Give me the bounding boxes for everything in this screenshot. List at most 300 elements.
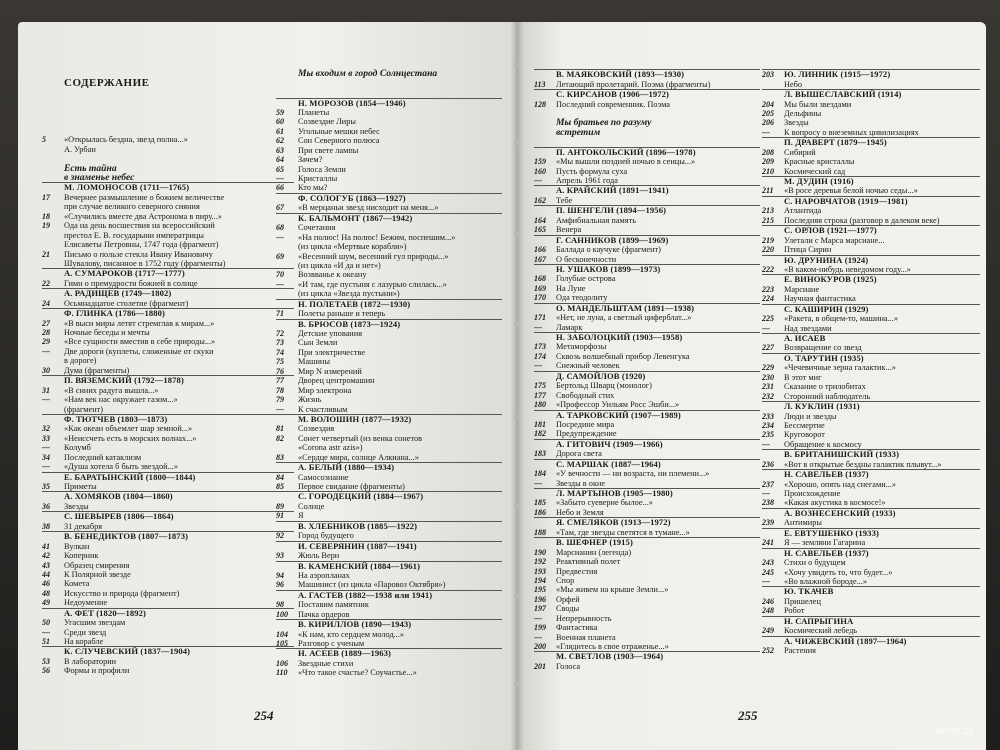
toc-entry: [762, 606, 980, 615]
author-heading: [762, 333, 980, 343]
entry-text: В. ХЛЕБНИКОВ (1885—1922): [298, 521, 418, 531]
entry-text: В. КИРИЛЛОВ (1890—1943): [298, 620, 412, 630]
toc-entry: [42, 618, 294, 627]
toc-entry: [762, 324, 980, 333]
toc-entry: [534, 557, 760, 566]
entry-text: Сторонний наблюдатель: [784, 391, 871, 401]
page-ref: 235: [762, 430, 774, 440]
page-ref: 190: [534, 547, 546, 557]
page-ref: 91: [276, 511, 284, 521]
toc-entry: [42, 279, 294, 288]
author-heading: [762, 255, 980, 265]
page-ref: 245: [762, 567, 774, 577]
entry-text: «В мерцаньи звезд нисходит на меня...»: [298, 203, 439, 213]
toc-entry: [534, 196, 760, 205]
entry-text: Искусство и природа (фрагмент): [64, 588, 180, 598]
blank-line: [42, 22, 294, 31]
author-heading: [276, 414, 502, 424]
author-heading: [42, 308, 294, 318]
toc-entry: [276, 580, 502, 589]
page-ref: —: [534, 176, 542, 185]
toc-entry: [534, 479, 760, 488]
blank-line: [276, 79, 502, 88]
toc-entry: [42, 135, 294, 144]
toc-entry: [762, 558, 980, 567]
section-title: [534, 128, 760, 137]
page-ref: 186: [534, 507, 546, 517]
entry-text: Первое свидание (фрагменты): [298, 482, 405, 491]
toc-entry: [276, 531, 502, 540]
toc-entry: [762, 343, 980, 352]
toc-entry: [534, 313, 760, 322]
blank-line: [42, 88, 294, 97]
toc-entry: [42, 319, 294, 328]
entry-text: (из цикла «Звезда пустыни»): [298, 289, 400, 299]
toc-entry: [534, 361, 760, 370]
entry-text: «Нам век нас окружает газом...»: [64, 395, 178, 405]
author-heading: [534, 332, 760, 342]
entry-text: Посредине мира: [556, 419, 615, 429]
page-ref: 236: [762, 459, 774, 469]
blank-line: [534, 137, 760, 146]
toc-entry: [534, 400, 760, 409]
entry-text: Осьмнадцатое столетие (фрагмент): [64, 298, 189, 308]
page-ref: 170: [534, 293, 546, 303]
author-heading: [534, 459, 760, 469]
author-heading: [276, 561, 502, 571]
author-heading: [534, 264, 760, 274]
toc-entry: [762, 430, 980, 439]
page-ref: 46: [42, 579, 50, 589]
page-ref: 184: [534, 469, 546, 479]
toc-entry: [762, 646, 980, 655]
page-ref: 193: [534, 566, 546, 576]
entry-text: Дума (фрагменты): [64, 365, 130, 375]
page-number-left: 254: [254, 708, 274, 723]
toc-entry: [42, 542, 294, 551]
page-ref: 60: [276, 117, 284, 127]
entry-text: Птица Сирин: [784, 245, 832, 255]
entry-text: При электричестве: [298, 347, 366, 357]
entry-text: Сон Северного полюса: [298, 136, 380, 146]
right-page: [516, 22, 986, 750]
toc-entry: [276, 571, 502, 580]
entry-text: Е. ВИНОКУРОВ (1925): [784, 275, 877, 285]
blank-line: [276, 60, 502, 69]
entry-text: «Чечевичные зерна галактик...»: [784, 363, 896, 373]
page-ref: 59: [276, 107, 284, 117]
page-ref: 206: [762, 118, 774, 128]
toc-entry: [534, 576, 760, 585]
page-ref: 104: [276, 629, 288, 639]
page-ref: 36: [42, 501, 50, 511]
blank-line: [762, 50, 980, 59]
page-ref: 19: [42, 221, 50, 231]
toc-entry: [762, 186, 980, 195]
entry-text: «В каком-нибудь неведомом году...»: [784, 264, 911, 274]
page-ref: 204: [762, 99, 774, 109]
author-heading: [276, 98, 502, 108]
toc-entry: [42, 462, 294, 471]
entry-text: «Нет, не луна, а светлый циферблат...»: [556, 313, 692, 323]
toc-entry: [276, 329, 502, 338]
entry-text: С. НАРОВЧАТОВ (1919—1981): [784, 196, 908, 206]
entry-text: «Corona astr azis»): [298, 443, 363, 453]
page-ref: 65: [276, 164, 284, 174]
entry-text: М. СВЕТЛОВ (1903—1964): [556, 652, 664, 662]
binding-holes: [502, 22, 532, 750]
page-ref: 234: [762, 420, 774, 430]
page-ref: 225: [762, 314, 774, 324]
page-ref: 42: [42, 551, 50, 561]
page-ref: 238: [762, 498, 774, 508]
toc-entry: [534, 80, 760, 89]
toc-entry: [534, 604, 760, 613]
toc-entry: [534, 429, 760, 438]
entry-text: Происхождение: [784, 489, 841, 498]
page-ref: —: [276, 232, 284, 242]
page-ref: 246: [762, 596, 774, 606]
author-heading: [42, 531, 294, 541]
entry-text: Созвездия: [298, 424, 335, 434]
binding-hole: [514, 140, 519, 145]
entry-text: «К нам, кто сердцем молод...»: [298, 629, 405, 639]
entry-text: Планеты: [298, 107, 330, 117]
entry-text: Формы и профили: [64, 666, 130, 676]
page-ref: 171: [534, 313, 546, 323]
toc-entry: [762, 167, 980, 176]
entry-text: Н. ПОЛЕТАЕВ (1872—1930): [298, 299, 411, 309]
entry-text: Среди звезд: [64, 627, 107, 637]
entry-text: Колумб: [64, 443, 91, 453]
toc-entry: [276, 502, 502, 511]
page-ref: 33: [42, 433, 50, 443]
entry-text: (фрагмент): [64, 404, 104, 414]
blank-line: [42, 98, 294, 107]
entry-text: Ода на день восшествия на всероссийский: [64, 221, 215, 231]
page-ref: 205: [762, 108, 774, 118]
author-heading: [534, 185, 760, 195]
page-ref: —: [42, 443, 50, 453]
page-ref: 241: [762, 538, 774, 548]
page-ref: 49: [42, 598, 50, 608]
toc-entry: [762, 100, 980, 109]
page-ref: 89: [276, 501, 284, 511]
toc-entry: [534, 585, 760, 594]
toc-entry: [762, 314, 980, 323]
entry-text: Марсиане: [784, 284, 820, 294]
author-heading: [762, 89, 980, 99]
blank-line: [276, 50, 502, 59]
entry-text: в знаменье небес: [64, 173, 135, 183]
page-ref: 77: [276, 376, 284, 386]
entry-text: Жизнь: [298, 395, 322, 405]
page-ref: 68: [276, 223, 284, 233]
toc-entry: [276, 117, 502, 126]
entry-text: Предвестия: [556, 566, 598, 576]
entry-text: «Глядитесь в свое отраженье...»: [556, 642, 669, 651]
page-ref: 53: [42, 656, 50, 666]
entry-text: Н. САВЕЛЬЕВ (1937): [784, 548, 869, 558]
toc-entry: [762, 216, 980, 225]
toc-entry: [534, 614, 760, 623]
page-ref: 51: [42, 637, 50, 646]
blank-line: [42, 154, 294, 163]
entry-text: Бертольд Шварц (монолог): [556, 381, 652, 391]
entry-text: Своды: [556, 604, 580, 614]
page-ref: 29: [42, 337, 50, 347]
entry-text: Мы входим в город Солнцестана: [298, 69, 438, 79]
entry-text: (из цикла «И да и нет»): [298, 260, 381, 270]
entry-text: С. ГОРОДЕЦКИЙ (1884—1967): [298, 492, 424, 502]
entry-text: На аэропланах: [298, 570, 350, 580]
page-ref: 66: [276, 183, 284, 193]
entry-text: Звезды: [64, 501, 89, 511]
toc-entry: [534, 469, 760, 478]
page-ref: —: [42, 462, 50, 472]
toc-entry: [762, 265, 980, 274]
toc-entry: [534, 167, 760, 176]
entry-text: Л. КУКЛИН (1931): [784, 402, 860, 412]
toc-entry: [42, 424, 294, 433]
entry-text: М. ВОЛОШИН (1877—1932): [298, 414, 412, 424]
author-heading: [534, 439, 760, 449]
entry-text: Шувалову, писанное в 1752 году (фрагменты): [64, 258, 226, 268]
entry-text: Метаморфозы: [556, 342, 607, 352]
binding-hole: [514, 322, 519, 327]
entry-text: Гимн о премудрости божией в солнце: [64, 278, 198, 288]
page-ref: 252: [762, 646, 774, 655]
section-title: [534, 118, 760, 127]
toc-entry: [762, 128, 980, 137]
page-ref: 100: [276, 609, 288, 619]
entry-text: Красные кристаллы: [784, 157, 855, 167]
toc-entry: [534, 548, 760, 557]
page-ref: 200: [534, 642, 546, 651]
entry-text: Ю. ТКАЧЕВ: [784, 587, 834, 597]
page-ref: 92: [276, 531, 284, 541]
entry-text: С. МАРШАК (1887—1964): [556, 459, 661, 469]
blank-line: [42, 107, 294, 116]
toc-entry: [42, 502, 294, 511]
toc-entry: [534, 284, 760, 293]
page-ref: 50: [42, 618, 50, 628]
toc-entry: [534, 391, 760, 400]
author-heading: [762, 353, 980, 363]
entry-text: Машинист (из цикла «Паровоз Октября»): [298, 580, 446, 590]
author-heading: [534, 235, 760, 245]
entry-text: «Профессор Уильям Росс Эшби...»: [556, 400, 680, 410]
toc-entry: [42, 259, 294, 268]
toc-entry: [534, 642, 760, 651]
page-ref: 76: [276, 366, 284, 376]
author-heading: [534, 371, 760, 381]
toc-entry: [762, 577, 980, 586]
entry-text: Угольные мешки небес: [298, 126, 380, 136]
entry-text: В. ШЕФНЕР (1915): [556, 538, 633, 548]
entry-text: «Вот в открытые бездны галактик плывут...»: [784, 459, 942, 469]
entry-text: Е. БАРАТЫНСКИЙ (1800—1844): [64, 472, 196, 482]
toc-entry: [42, 221, 294, 233]
blank-line: [42, 50, 294, 59]
toc-entry: [534, 420, 760, 429]
entry-text: Небо и Земля: [556, 507, 604, 517]
page-ref: —: [762, 323, 770, 333]
entry-text: С. КАШИРИН (1929): [784, 304, 869, 314]
blank-line: [534, 109, 760, 118]
entry-text: С. ОРЛОВ (1921—1977): [784, 226, 877, 236]
page-ref: 211: [762, 186, 774, 196]
toc-entry: [276, 136, 502, 145]
author-heading: [534, 651, 760, 661]
entry-text: «Мы вышли поздней ночью в сенцы...»: [556, 157, 696, 167]
entry-text: Сибирий: [784, 147, 816, 157]
entry-text: Летающий пролетарий. Поэма (фрагменты): [556, 79, 711, 89]
entry-text: Мир N измерений: [298, 366, 362, 376]
toc-entry: [276, 146, 502, 155]
toc-entry: [276, 659, 502, 668]
page-ref: 43: [42, 560, 50, 570]
page-ref: —: [276, 404, 284, 414]
toc-entry: [276, 482, 502, 491]
entry-text: На корабле: [64, 637, 104, 646]
entry-text: Сквозь волшебный прибор Левенгука: [556, 351, 690, 361]
page-ref: 48: [42, 588, 50, 598]
author-heading: [42, 375, 294, 385]
toc-entry: [42, 405, 294, 414]
page-ref: —: [42, 627, 50, 637]
entry-text: Самосознание: [298, 472, 349, 482]
entry-text: Бессмертие: [784, 420, 825, 430]
toc-entry: [276, 424, 502, 433]
entry-text: «Весенний шум, весенний гул природы...»: [298, 251, 449, 261]
page-ref: 159: [534, 157, 546, 167]
page-ref: 28: [42, 328, 50, 337]
page-ref: 17: [42, 192, 50, 202]
author-heading: [762, 176, 980, 186]
toc-entry: [534, 528, 760, 537]
entry-text: А. БЕЛЫЙ (1880—1934): [298, 463, 395, 473]
page-ref: —: [276, 279, 284, 289]
entry-text: А. ТАРКОВСКИЙ (1907—1989): [556, 410, 681, 420]
toc-entry: [276, 434, 502, 443]
binding-hole: [514, 594, 519, 599]
author-heading: [762, 528, 980, 538]
entry-text: Пусть формула суха: [556, 166, 628, 176]
page-ref: 73: [276, 338, 284, 348]
page-ref: 110: [276, 668, 288, 678]
author-heading: [42, 414, 294, 424]
page-ref: —: [42, 395, 50, 405]
author-heading: [762, 548, 980, 558]
toc-entry: [276, 610, 502, 619]
blank-line: [42, 41, 294, 50]
toc-entry: [42, 202, 294, 211]
entry-text: Атлантида: [784, 206, 822, 216]
entry-text: А. Урбан: [64, 144, 96, 154]
toc-entry: [534, 157, 760, 166]
entry-text: Над звездами: [784, 323, 832, 333]
toc-entry: [534, 381, 760, 390]
entry-text: Я: [298, 511, 304, 521]
entry-text: в дороге): [64, 356, 97, 366]
entry-text: А. ФЕТ (1820—1892): [64, 608, 146, 618]
toc-entry: [276, 108, 502, 117]
page-ref: 162: [534, 195, 546, 205]
entry-text: А. ГАСТЕВ (1882—1938 или 1941): [298, 590, 433, 600]
entry-text: Улетали с Марса марсиане...: [784, 235, 885, 245]
toc-entry: [276, 639, 502, 648]
author-heading: [534, 488, 760, 498]
entry-text: Н. САПРЫГИНА: [784, 616, 854, 626]
page-ref: 67: [276, 203, 284, 213]
blank-line: [42, 116, 294, 125]
entry-text: Письмо о пользе стекла Ивану Ивановичу: [64, 249, 213, 259]
page-ref: 63: [276, 145, 284, 155]
entry-text: Солнце: [298, 501, 325, 511]
toc-entry: [42, 395, 294, 404]
page-ref: 173: [534, 342, 546, 352]
page-ref: 105: [276, 639, 288, 648]
author-heading: [534, 69, 760, 79]
entry-text: Приметы: [64, 482, 97, 491]
entry-text: Голубые острова: [556, 274, 616, 284]
blank-line: [42, 31, 294, 40]
toc-entry: [762, 498, 980, 507]
contents-heading: [42, 79, 294, 88]
toc-entry: [42, 434, 294, 443]
toc-entry: [42, 231, 294, 240]
entry-text: Небо: [784, 79, 803, 89]
entry-text: Вулкан: [64, 541, 90, 551]
toc-entry: [762, 597, 980, 606]
toc-entry: [276, 405, 502, 414]
entry-text: Обращение к космосу: [784, 439, 862, 449]
author-heading: [762, 469, 980, 479]
toc-entry: [534, 352, 760, 361]
page-ref: 195: [534, 585, 546, 595]
page-number-right: 255: [738, 708, 758, 723]
author-heading: [42, 491, 294, 501]
author-heading: [42, 288, 294, 298]
entry-text: Ю. ДРУНИНА (1924): [784, 255, 869, 265]
entry-text: В. МАЯКОВСКИЙ (1893—1930): [556, 70, 685, 80]
entry-text: Жюль Верн: [298, 551, 340, 561]
page-ref: 106: [276, 658, 288, 668]
author-heading: [42, 472, 294, 482]
toc-entry: [534, 567, 760, 576]
entry-text: М. ЛОМОНОСОВ (1711—1765): [64, 183, 190, 193]
entry-text: Мы братьев по разуму: [556, 118, 652, 128]
left-column-1: [42, 22, 294, 676]
entry-text: К Полярной звезде: [64, 569, 131, 579]
section-title: [42, 173, 294, 182]
entry-text: К. БАЛЬМОНТ (1867—1942): [298, 213, 413, 223]
page-ref: 113: [534, 79, 546, 89]
toc-entry: [534, 100, 760, 109]
toc-entry: [42, 657, 294, 666]
toc-entry: [276, 270, 502, 279]
toc-entry: [534, 662, 760, 671]
entry-text: Кристаллы: [298, 174, 338, 183]
page-ref: —: [762, 127, 770, 137]
toc-entry: [534, 245, 760, 254]
toc-entry: [42, 551, 294, 560]
toc-entry: [42, 598, 294, 610]
toc-entry: [276, 443, 502, 452]
entry-text: Снежный человек: [556, 361, 620, 371]
page-ref: 232: [762, 391, 774, 401]
